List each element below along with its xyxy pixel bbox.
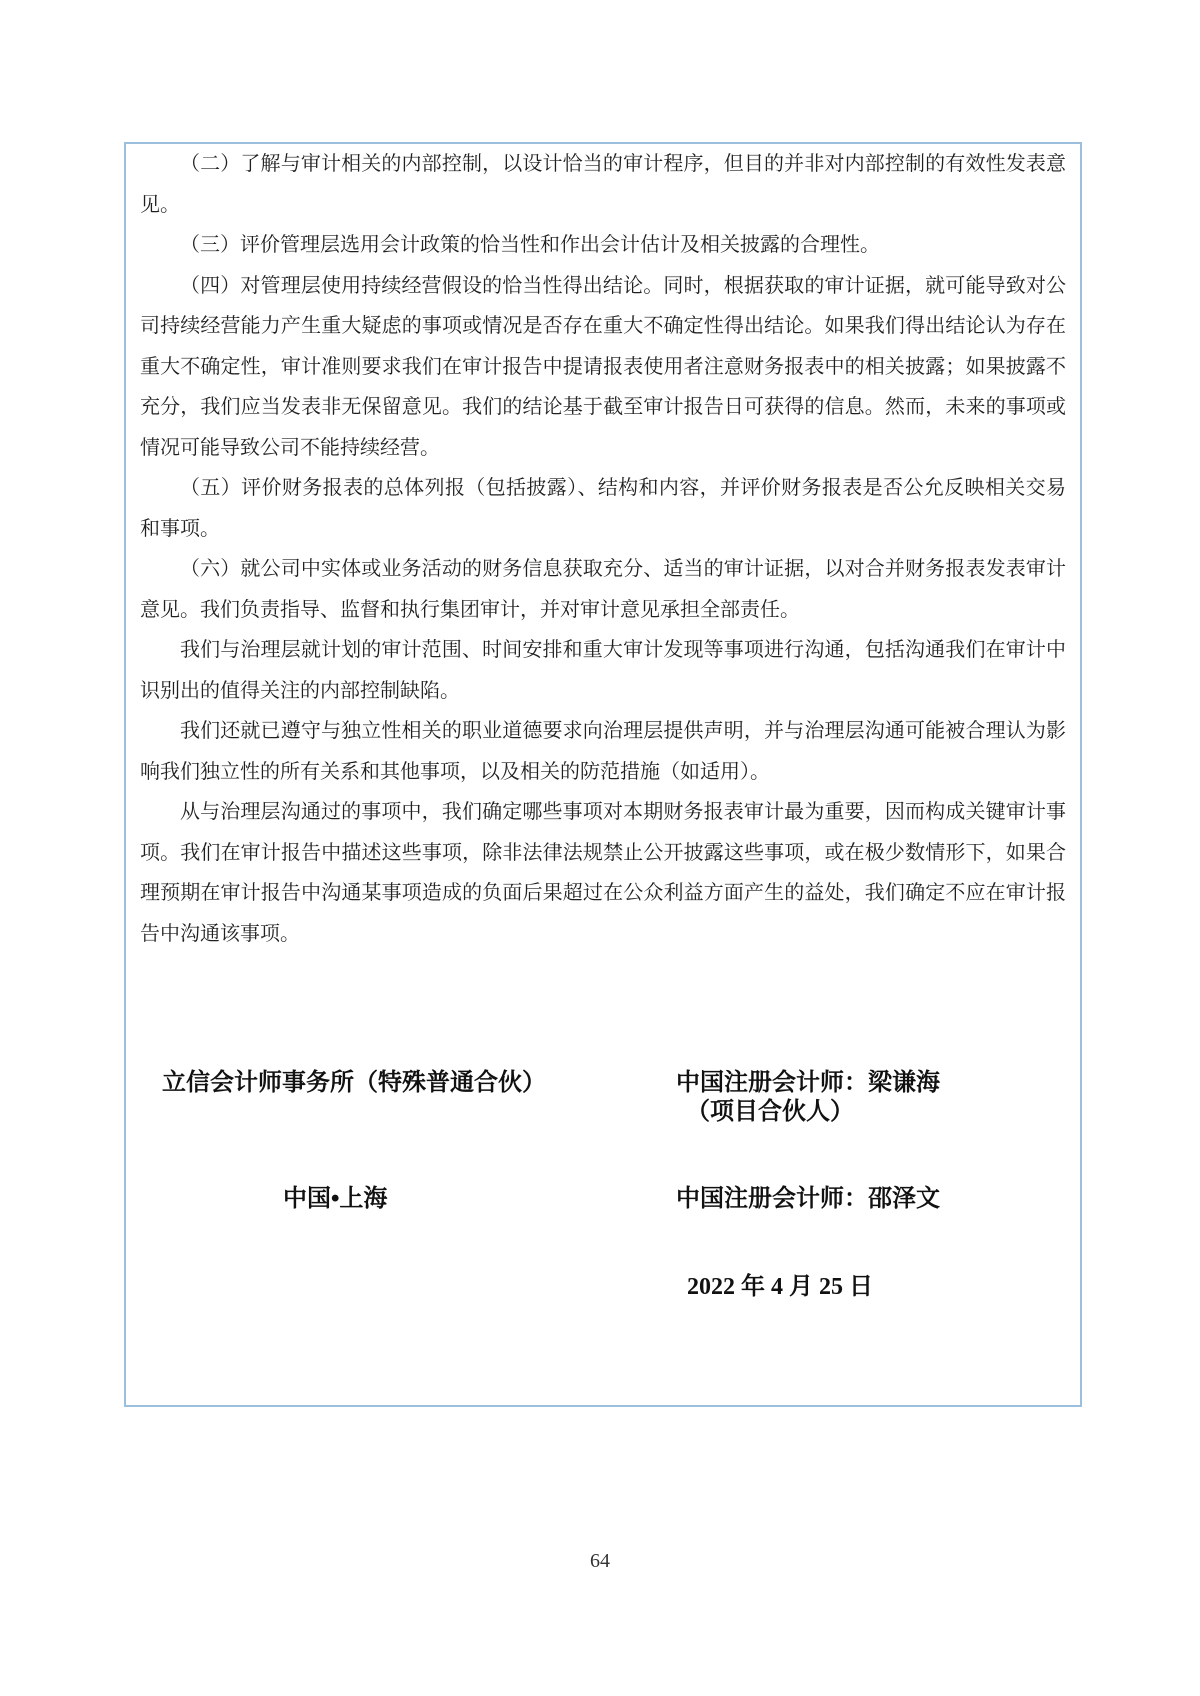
report-paragraph: （二）了解与审计相关的内部控制，以设计恰当的审计程序，但目的并非对内部控制的有效性发表意见。	[140, 153, 1066, 216]
report-paragraph: （三）评价管理层选用会计政策的恰当性和作出会计估计及相关披露的合理性。	[180, 234, 880, 256]
signature-location: 中国•上海	[283, 1185, 388, 1212]
signature-cpa-2: 中国注册会计师：邵泽文	[676, 1185, 940, 1212]
page-number: 64	[590, 1550, 610, 1572]
signature-cpa-1: 中国注册会计师：梁谦海	[676, 1069, 940, 1096]
signature-date: 2022 年 4 月 25 日	[687, 1274, 873, 1300]
report-border-box	[124, 142, 1082, 1407]
report-body-text	[140, 144, 1066, 954]
signature-firm-name: 立信会计师事务所（特殊普通合伙）	[162, 1069, 546, 1096]
report-paragraph: 我们与治理层就计划的审计范围、时间安排和重大审计发现等事项进行沟通，包括沟通我们在审计中识别出的值得关注的内部控制缺陷。	[140, 639, 1066, 702]
report-paragraph: （六）就公司中实体或业务活动的财务信息获取充分、适当的审计证据，以对合并财务报表发表审计意见。我们负责指导、监督和执行集团审计，并对审计意见承担全部责任。	[140, 558, 1066, 621]
report-paragraph: （五）评价财务报表的总体列报（包括披露）、结构和内容，并评价财务报表是否公允反映相关交易和事项。	[140, 477, 1066, 540]
report-paragraph: （四）对管理层使用持续经营假设的恰当性得出结论。同时，根据获取的审计证据，就可能导致对公司持续经营能力产生重大疑虑的事项或情况是否存在重大不确定性得出结论。如果我们得出结论认为存在重大不确定性，审计准则要求我们在审计报告中提请报表使用者注意财务报表中的相关披露；如果披露不充分，我们应当发表非无保留意见。我们的结论基于截至审计报告日可获得的信息。然而，未来的事项或情况可能导致公司不能持续经营。	[140, 274, 1066, 459]
report-paragraph: 我们还就已遵守与独立性相关的职业道德要求向治理层提供声明，并与治理层沟通可能被合理认为影响我们独立性的所有关系和其他事项，以及相关的防范措施（如适用）。	[140, 720, 1066, 783]
signature-cpa-1-role: （项目合伙人）	[686, 1098, 854, 1125]
report-paragraph: 从与治理层沟通过的事项中，我们确定哪些事项对本期财务报表审计最为重要，因而构成关键审计事项。我们在审计报告中描述这些事项，除非法律法规禁止公开披露这些事项，或在极少数情形下，如果合理预期在审计报告中沟通某事项造成的负面后果超过在公众利益方面产生的益处，我们确定不应在审计报告中沟通该事项。	[140, 801, 1066, 945]
